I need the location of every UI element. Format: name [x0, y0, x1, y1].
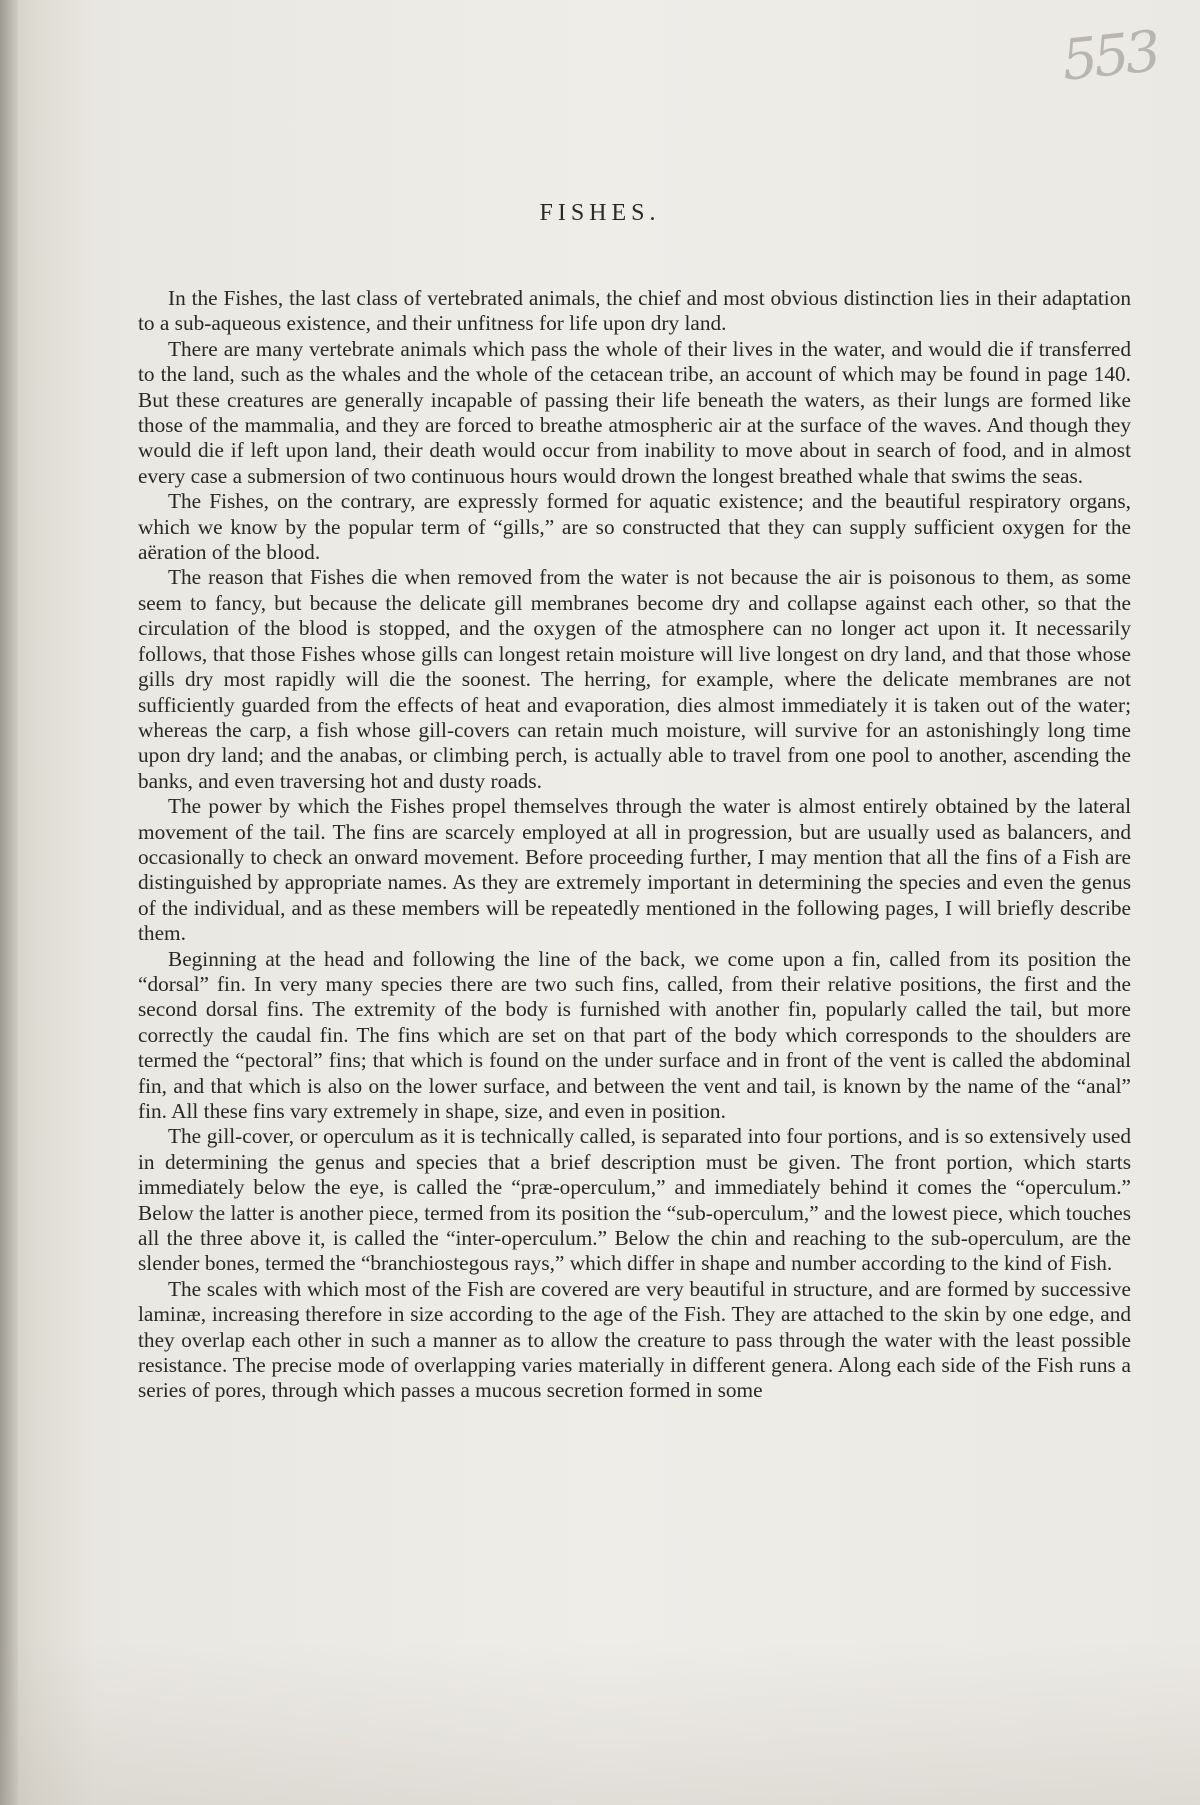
- paragraph: The reason that Fishes die when removed from the water is not because the air is poisonous to them, as some seem to fancy, but because the delicate gill membranes become dry and collapse against each other, so that the circulation of the blood is stopped, and the oxygen of the atmosphere can no longer act upon it. It necessarily follows, that those Fishes whose gills can longest retain moisture will live longest on dry land, and that those whose gills dry most rapidly will die the soonest. The herring, for example, where the delicate membranes are not sufficiently guarded from the effects of heat and evaporation, dies almost immediately it is taken out of the water; whereas the carp, a fish whose gill-covers can retain much moisture, will survive for an astonishingly long time upon dry land; and the anabas, or climbing perch, is actually able to travel from one pool to another, ascending the banks, and even traversing hot and dusty roads.: [138, 565, 1131, 793]
- paragraph: In the Fishes, the last class of vertebrated animals, the chief and most obvious distinction lies in their adaptation to a sub-aqueous existence, and their unfitness for life upon dry land.: [138, 286, 1131, 336]
- paragraph: There are many vertebrate animals which pass the whole of their lives in the water, and would die if transferred to the land, such as the whales and the whole of the cetacean tribe, an account of which may be found in page 140. But these creatures are generally incapable of passing their life beneath the waters, as their lungs are formed like those of the mammalia, and they are forced to breathe atmospheric air at the surface of the waves. And though they would die if left upon land, their death would occur from inability to move about in search of food, and in almost every case a submersion of two continuous hours would drown the longest breathed whale that swims the seas.: [138, 336, 1131, 488]
- paragraph: The power by which the Fishes propel themselves through the water is almost entirely obtained by the lateral movement of the tail. The fins are scarcely employed at all in progression, but are usually used as balancers, and occasionally to check an onward movement. Before proceeding further, I may mention that all the fins of a Fish are distinguished by appropriate names. As they are extremely important in determining the species and even the genus of the individual, and as these members will be repeatedly mentioned in the following pages, I will briefly describe them.: [138, 794, 1131, 946]
- paragraph: The Fishes, on the contrary, are expressly formed for aquatic existence; and the beautiful respiratory organs, which we know by the popular term of “gills,” are so constructed that they can supply sufficient oxygen for the aëration of the blood.: [138, 489, 1131, 565]
- body-text: [138, 286, 1131, 1404]
- page-binding-edge: [0, 0, 18, 1805]
- chapter-title: FISHES.: [539, 200, 661, 226]
- paragraph: The scales with which most of the Fish are covered are very beautiful in structure, and are formed by successive laminæ, increasing therefore in size according to the age of the Fish. They are attached to the skin by one edge, and they overlap each other in such a manner as to allow the creature to pass through the water with the least possible resistance. The precise mode of overlapping varies materially in different genera. Along each side of the Fish runs a series of pores, through which passes a mucous secretion formed in some: [138, 1276, 1131, 1403]
- page-shading: [0, 1640, 1200, 1805]
- paragraph: Beginning at the head and following the line of the back, we come upon a fin, called from its position the “dorsal” fin. In very many species there are two such fins, called, from their relative positions, the first and the second dorsal fins. The extremity of the body is furnished with another fin, popularly called the tail, but more correctly the caudal fin. The fins which are set on that part of the body which corresponds to the shoulders are termed the “pectoral” fins; that which is found on the under surface and in front of the vent is called the abdominal fin, and that which is also on the lower surface, and between the vent and tail, is known by the name of the “anal” fin. All these fins vary extremely in shape, size, and even in position.: [138, 946, 1131, 1123]
- paragraph: The gill-cover, or operculum as it is technically called, is separated into four portions, and is so extensively used in determining the genus and species that a brief description must be given. The front portion, which starts immediately below the eye, is called the “præ-operculum,” and immediately behind it comes the “operculum.” Below the latter is another piece, termed from its position the “sub-operculum,” and the lowest piece, which touches all the three above it, is called the “inter-operculum.” Below the chin and reaching to the sub-operculum, are the slender bones, termed the “branchiostegous rays,” which differ in shape and number according to the kind of Fish.: [138, 1124, 1131, 1276]
- handwritten-page-number: 553: [1058, 19, 1161, 94]
